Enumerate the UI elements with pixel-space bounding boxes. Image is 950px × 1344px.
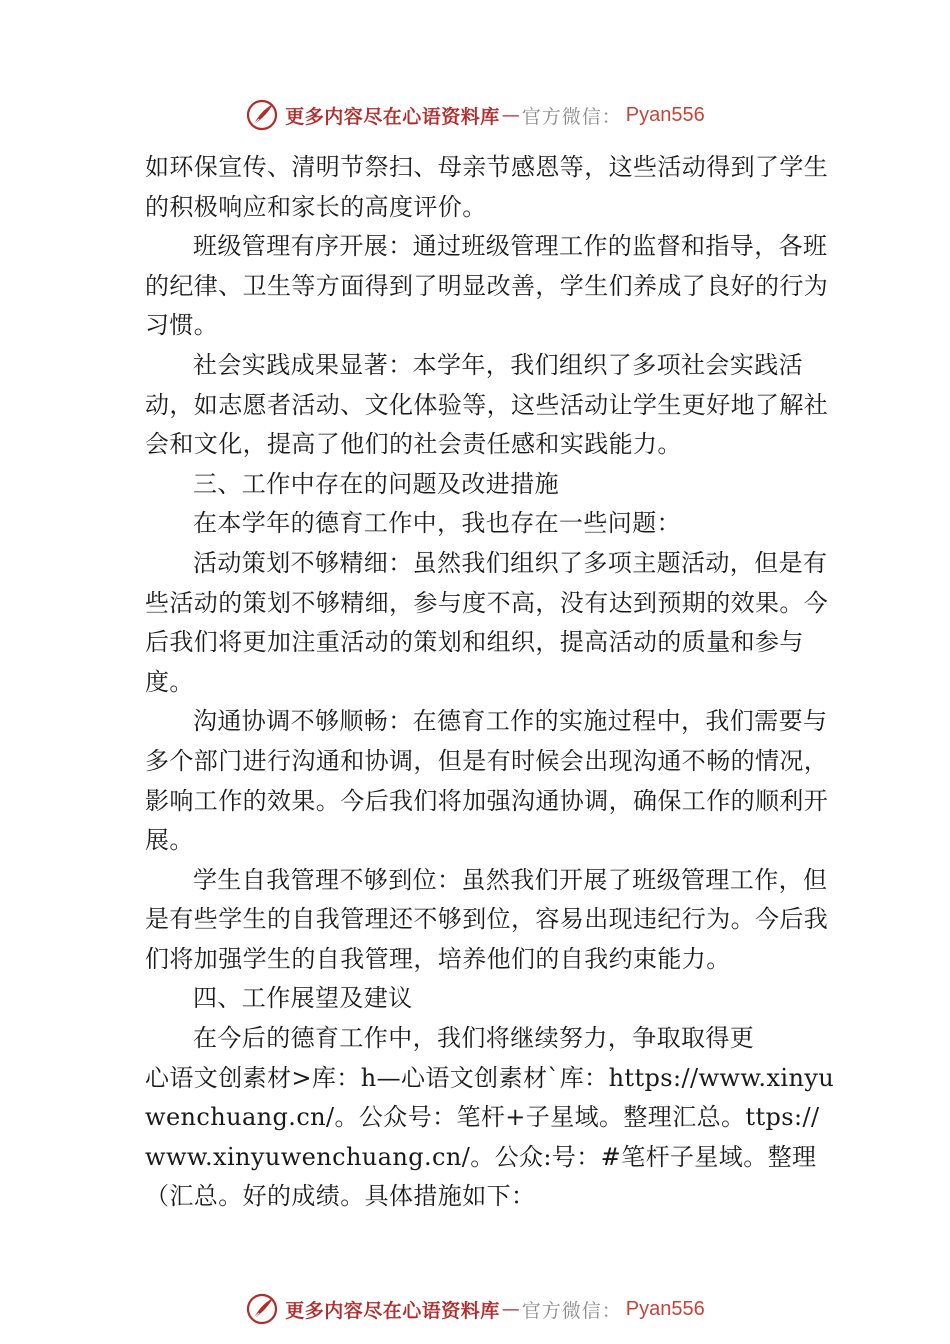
paragraph-8: 学生自我管理不够到位：虽然我们开展了班级管理工作，但是有些学生的自我管理还不够到位，容易出现违纪行为。今后我们将加强学生的自我管理，培养他们的自我约束能力。 (145, 865, 829, 973)
header-wechat-label: 官方微信： (521, 105, 622, 128)
section-heading-4: 四、工作展望及建议 (193, 984, 413, 1013)
section-heading-3: 三、工作中存在的问题及改进措施 (193, 469, 559, 498)
footer-separator: — (501, 1298, 520, 1320)
footer-brand-text: 更多内容尽在心语资料库 (285, 1299, 500, 1322)
quill-logo-icon (245, 1292, 279, 1326)
paragraph-10: 在今后的德育工作中，我们将继续努力，争取取得更 (193, 1024, 755, 1053)
paragraph-2: 班级管理有序开展：通过班级管理工作的监督和指导，各班的纪律、卫生等方面得到了明显改善，学生们养成了良好的行为习惯。 (145, 232, 829, 340)
footer-wechat-id: Pyan556 (625, 1297, 705, 1320)
quill-logo-icon (245, 98, 279, 132)
footer-wechat-label: 官方微信： (521, 1299, 622, 1322)
document-body (145, 148, 835, 1217)
paragraph-6: 活动策划不够精细：虽然我们组织了多项主题活动，但是有些活动的策划不够精细，参与度不高，没有达到预期的效果。今后我们将更加注重活动的策划和组织，提高活动的质量和参与度。 (145, 548, 829, 696)
paragraph-3: 社会实践成果显著：本学年，我们组织了多项社会实践活动，如志愿者活动、文化体验等，这些活动让学生更好地了解社会和文化，提高了他们的社会责任感和实践能力。 (145, 350, 829, 459)
header-separator: — (501, 104, 520, 126)
header-brand-text: 更多内容尽在心语资料库 (285, 105, 500, 128)
paragraph-1: 如环保宣传、清明节祭扫、母亲节感恩等，这些活动得到了学生的积极响应和家长的高度评价。 (145, 153, 829, 221)
paragraph-5: 在本学年的德育工作中，我也存在一些问题： (193, 509, 681, 538)
header-wechat-id: Pyan556 (625, 103, 705, 126)
paragraph-7: 沟通协调不够顺畅：在德育工作的实施过程中，我们需要与多个部门进行沟通和协调，但是有时候会出现沟通不畅的情况，影响工作的效果。今后我们将加强沟通协调，确保工作的顺利开展。 (145, 707, 829, 855)
footer-banner (0, 1289, 950, 1329)
header-banner (0, 95, 950, 135)
paragraph-11: 心语文创素材>库：h—心语文创素材`库：https://www.xinyuwenchuang.cn/。公众号：笔杆+子星域。整理汇总。ttps://www.xinyuwenchuang.cn/。公众:号：#笔杆子星域。整理（汇总。好的成绩。具体措施如下： (145, 1063, 835, 1211)
